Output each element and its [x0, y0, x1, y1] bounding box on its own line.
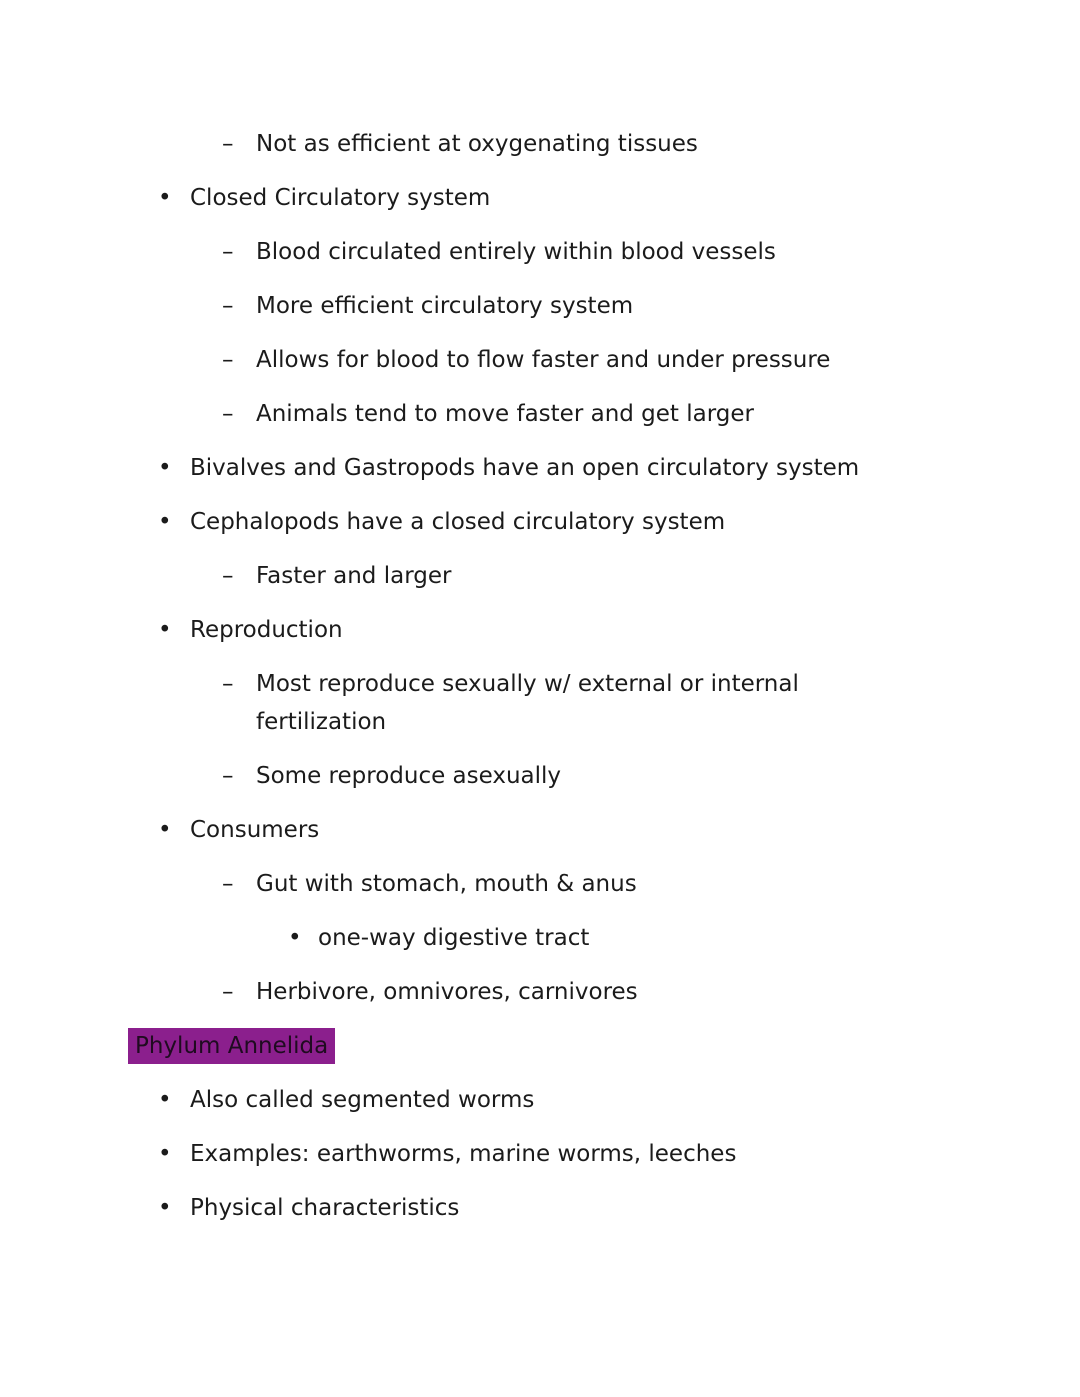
list-item-text: Cephalopods have a closed circulatory system: [190, 509, 726, 535]
bullet-marker: •: [158, 185, 172, 211]
list-item-text: Closed Circulatory system: [190, 185, 491, 211]
bullet-marker: •: [158, 509, 172, 535]
list-item-text: Not as efficient at oxygenating tissues: [256, 131, 698, 157]
list-item-text: Some reproduce asexually: [256, 763, 562, 789]
dash-marker: –: [222, 401, 234, 427]
list-item-text: [256, 665, 799, 741]
bullet-marker: •: [158, 1087, 172, 1113]
list-item-text-line2: fertilization: [256, 709, 387, 735]
list-item: [0, 449, 1080, 487]
list-item-text: Consumers: [190, 817, 320, 843]
dash-marker: –: [222, 979, 234, 1005]
list-item: [0, 611, 1080, 649]
dash-marker: –: [222, 293, 234, 319]
dash-marker: –: [222, 131, 234, 157]
bullet-marker: •: [158, 455, 172, 481]
list-item-text: Examples: earthworms, marine worms, leeches: [190, 1141, 737, 1167]
list-item: [0, 973, 1080, 1011]
list-item-text: Allows for blood to flow faster and under pressure: [256, 347, 831, 373]
list-item-text: Physical characteristics: [190, 1195, 460, 1221]
list-item: [0, 125, 1080, 163]
list-item: [0, 341, 1080, 379]
section-heading-row: [0, 1027, 1080, 1065]
dash-marker: –: [222, 563, 234, 589]
list-item: [0, 233, 1080, 271]
list-item-text-line1: Most reproduce sexually w/ external or internal: [256, 671, 799, 697]
list-item: [0, 395, 1080, 433]
list-item: [0, 865, 1080, 903]
highlighted-section-heading: Phylum Annelida: [128, 1028, 335, 1064]
list-item: [0, 919, 1080, 957]
list-item: [0, 1135, 1080, 1173]
list-item: [0, 665, 1080, 741]
list-item-text: Bivalves and Gastropods have an open circulatory system: [190, 455, 860, 481]
bullet-marker: •: [158, 1195, 172, 1221]
list-item-text: Herbivore, omnivores, carnivores: [256, 979, 638, 1005]
list-item: [0, 557, 1080, 595]
dash-marker: –: [222, 671, 234, 697]
list-item-text: More efficient circulatory system: [256, 293, 634, 319]
dash-marker: –: [222, 347, 234, 373]
list-item: [0, 1189, 1080, 1227]
list-item: [0, 179, 1080, 217]
list-item-text: Blood circulated entirely within blood vessels: [256, 239, 776, 265]
list-item-text: Gut with stomach, mouth & anus: [256, 871, 637, 897]
list-item-text: Reproduction: [190, 617, 343, 643]
list-item: [0, 503, 1080, 541]
list-item: [0, 811, 1080, 849]
bullet-marker: •: [288, 925, 302, 951]
dash-marker: –: [222, 871, 234, 897]
dash-marker: –: [222, 763, 234, 789]
list-item: [0, 757, 1080, 795]
bullet-marker: •: [158, 817, 172, 843]
list-item-text: one-way digestive tract: [318, 925, 590, 951]
list-item-text: Faster and larger: [256, 563, 452, 589]
list-item: [0, 287, 1080, 325]
list-item-text: Also called segmented worms: [190, 1087, 535, 1113]
bullet-marker: •: [158, 617, 172, 643]
bullet-marker: •: [158, 1141, 172, 1167]
list-item: [0, 1081, 1080, 1119]
list-item-text: Animals tend to move faster and get larger: [256, 401, 755, 427]
dash-marker: –: [222, 239, 234, 265]
